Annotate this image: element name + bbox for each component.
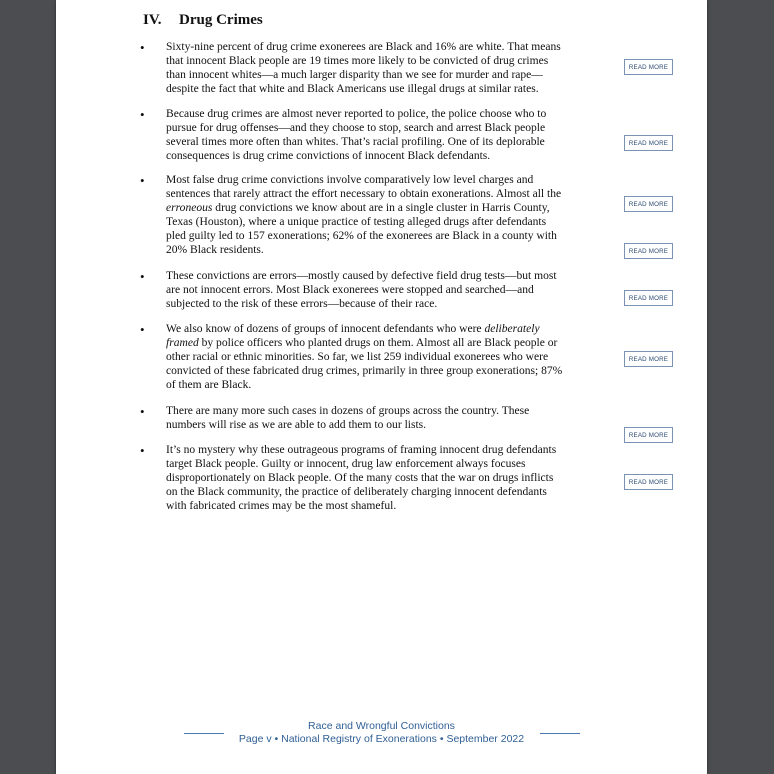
text-line: Sixty-nine percent of drug crime exonerees are Black and 16% are white. That means	[166, 41, 561, 53]
text-line: pled guilty led to 157 exonerations; 62% of the exonerees are Black in a county with	[166, 230, 557, 242]
bullet-marker: •	[140, 40, 145, 55]
paragraph-6	[166, 404, 618, 432]
read-more-button-1[interactable]: READ MORE	[624, 59, 673, 75]
section-numeral: IV.	[143, 12, 162, 28]
text-line: erroneous drug convictions we know about are in a single cluster in Harris County,	[166, 202, 550, 214]
paragraph-1	[166, 40, 618, 96]
bullet-marker: •	[140, 322, 145, 337]
read-more-button-7[interactable]: READ MORE	[624, 427, 673, 443]
emphasis-deliberately: deliberately	[484, 323, 540, 335]
paragraph-2	[166, 107, 618, 163]
bullet-marker: •	[140, 107, 145, 122]
emphasis-erroneous: erroneous	[166, 202, 213, 214]
paragraph-4	[166, 269, 618, 311]
document-page	[56, 0, 707, 774]
read-more-button-3[interactable]: READ MORE	[624, 196, 673, 212]
read-more-button-4[interactable]: READ MORE	[624, 243, 673, 259]
text-line: target Black people. Guilty or innocent, drug law enforcement always focuses	[166, 458, 526, 470]
text-line: Because drug crimes are almost never reported to police, the police choose who to	[166, 108, 547, 120]
text-line: We also know of dozens of groups of innocent defendants who were deliberately	[166, 323, 540, 335]
text-line: despite the fact that white and Black Americans use illegal drugs at similar rates.	[166, 83, 539, 95]
text-line: subjected to the risk of these errors—because of their race.	[166, 298, 438, 310]
page-footer	[56, 720, 707, 746]
text-line: several times more often than whites. That’s racial profiling. One of its deplorable	[166, 136, 545, 148]
text-line: consequences is drug crime convictions of innocent Black defendants.	[166, 150, 491, 162]
text-line: disproportionately on Black people. Of the many costs that the war on drugs inflicts	[166, 472, 554, 484]
paragraph-7	[166, 443, 618, 513]
bullet-marker: •	[140, 443, 145, 458]
text-line: on the Black community, the practice of deliberately charging innocent defendants	[166, 486, 547, 498]
text-line: These convictions are errors—mostly caused by defective field drug tests—but most	[166, 270, 557, 282]
section-title: Drug Crimes	[179, 12, 263, 28]
read-more-button-8[interactable]: READ MORE	[624, 474, 673, 490]
emphasis-framed: framed	[166, 337, 199, 349]
bullet-marker: •	[140, 404, 145, 419]
text-line: other racial or ethnic minorities. So far, we list 259 individual exonerees who were	[166, 351, 549, 363]
text-line: are not innocent errors. Most Black exonerees were stopped and searched—and	[166, 284, 534, 296]
paragraph-5	[166, 322, 618, 392]
text-line: of them are Black.	[166, 379, 252, 391]
text-line: sentences that rarely attract the effort necessary to obtain exonerations. Almost all the	[166, 188, 562, 200]
read-more-button-2[interactable]: READ MORE	[624, 135, 673, 151]
text-line: Texas (Houston), where a unique practice of testing alleged drugs after defendants	[166, 216, 547, 228]
bullet-marker: •	[140, 173, 145, 188]
read-more-button-6[interactable]: READ MORE	[624, 351, 673, 367]
footer-page-info: Page v • National Registry of Exonerations • September 2022	[238, 733, 525, 745]
text-line: that innocent Black people are 19 times more likely to be convicted of drug crimes	[166, 55, 549, 67]
section-heading	[143, 12, 263, 29]
text-line: It’s no mystery why these outrageous programs of framing innocent drug defendants	[166, 444, 557, 456]
text-line: framed by police officers who planted drugs on them. Almost all are Black people or	[166, 337, 558, 349]
text-line: with fabricated crimes may be the most shameful.	[166, 500, 397, 512]
bullet-marker: •	[140, 269, 145, 284]
text-line: pursue for drug offenses—and they choose to stop, search and arrest Black people	[166, 122, 546, 134]
footer-title: Race and Wrongful Convictions	[308, 720, 455, 732]
text-line: There are many more such cases in dozens of groups across the country. These	[166, 405, 530, 417]
text-line: Most false drug crime convictions involve comparatively low level charges and	[166, 174, 534, 186]
text-line: convicted of these fabricated drug crimes, primarily in three group exonerations; 87%	[166, 365, 563, 377]
text-line: than innocent whites—a much larger disparity than we see for murder and rape—	[166, 69, 543, 81]
text-line: numbers will rise as we are able to add them to our lists.	[166, 419, 427, 431]
paragraph-3	[166, 173, 618, 257]
read-more-button-5[interactable]: READ MORE	[624, 290, 673, 306]
text-line: 20% Black residents.	[166, 244, 264, 256]
